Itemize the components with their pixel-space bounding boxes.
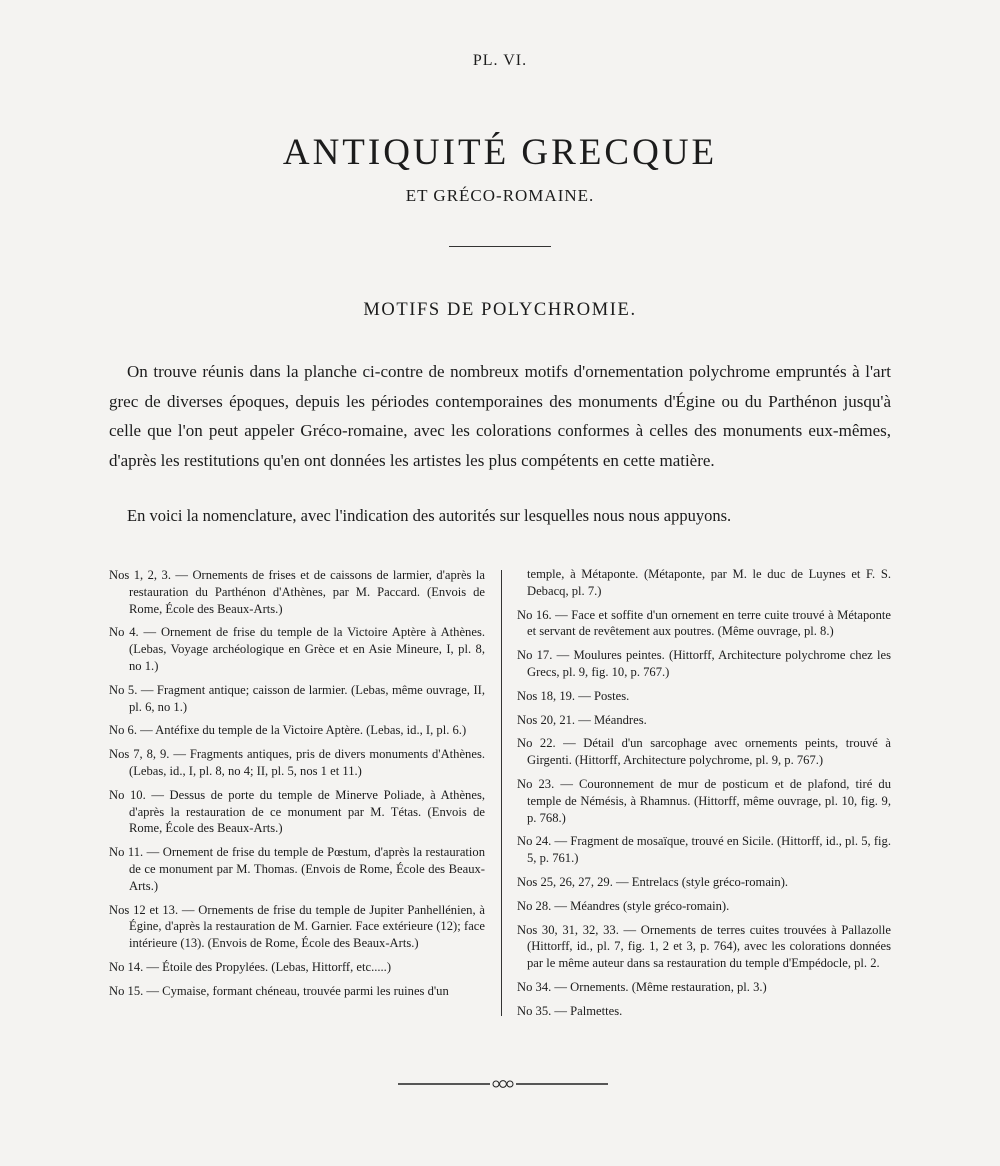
entry-1-3: Nos 1, 2, 3. — Ornements de frises et de caissons de larmier, d'après la restauration du Parthénon d'Athènes, par M. Paccard. (Envois de Rome, École des Beaux-Arts.) xyxy=(109,568,485,616)
column-divider xyxy=(501,570,502,1016)
entry-34: No 34. — Ornements. (Même restauration, pl. 3.) xyxy=(517,979,767,994)
right-column xyxy=(517,566,891,1027)
page-title: ANTIQUITÉ GRECQUE xyxy=(282,131,718,173)
entry-11: No 11. — Ornement de frise du temple de Pœstum, d'après la restauration de ce monument par M. Thomas. (Envois de Rome, École des Beaux-Arts.) xyxy=(109,845,485,893)
entry-24: No 24. — Fragment de mosaïque, trouvé en Sicile. (Hittorff, id., pl. 5, fig. 5, p. 761.) xyxy=(517,834,891,866)
entry-25-29: Nos 25, 26, 27, 29. — Entrelacs (style gréco-romain). xyxy=(517,874,789,889)
entry-18-19: Nos 18, 19. — Postes. xyxy=(517,688,630,703)
intro-paragraph: On trouve réunis dans la planche ci-contre de nombreux motifs d'ornementation polychrome empruntés à l'art grec de diverses époques, depuis les périodes contemporaines des monuments d'Égine ou du Parthénon jusqu'à celle que l'on peut appeler Gréco-romaine, avec les colorations conformes à celles des monuments eux-mêmes, d'après les restitutions qu'en ont données les artistes les plus compétents en cette matière. xyxy=(109,362,891,470)
plate-number: PL. VI. xyxy=(472,52,528,69)
entry-12-13: Nos 12 et 13. — Ornements de frise du temple de Jupiter Panhellénien, à Égine, d'après la restauration de M. Garnier. Face extérieure (12); face intérieure (13). (Envois de Rome, École des Beaux-Arts.) xyxy=(109,902,485,951)
entry-6: No 6. — Antéfixe du temple de la Victoire Aptère. (Lebas, id., I, pl. 6.) xyxy=(109,723,467,738)
entry-4: No 4. — Ornement de frise du temple de la Victoire Aptère à Athènes. (Lebas, Voyage archéologique en Grèce et en Asie Mineure, I, pl. 8, no 1.) xyxy=(109,625,485,673)
left-column xyxy=(109,567,485,1007)
entry-28: No 28. — Méandres (style gréco-romain). xyxy=(517,898,730,913)
fleuron-ornament xyxy=(398,1078,608,1090)
entry-15: No 15. — Cymaise, formant chéneau, trouvée parmi les ruines d'un xyxy=(109,983,449,998)
entry-15-continued: temple, à Métaponte. (Métaponte, par M. le duc de Luynes et F. S. Debacq, pl. 7.) xyxy=(527,567,891,598)
entry-23: No 23. — Couronnement de mur de posticum et de plafond, tiré du temple de Némésis, à Rhamnus. (Hittorff, même ouvrage, pl. 10, fig. 9, p. 768.) xyxy=(517,776,891,825)
entry-17: No 17. — Moulures peintes. (Hittorff, Architecture polychrome chez les Grecs, pl. 9, fig. 10, p. 767.) xyxy=(517,648,891,679)
page-subtitle: ET GRÉCO-ROMAINE. xyxy=(405,186,595,205)
nomenclature-intro: En voici la nomenclature, avec l'indication des autorités sur lesquelles nous nous appuyons. xyxy=(127,506,732,525)
entry-30-33: Nos 30, 31, 32, 33. — Ornements de terres cuites trouvées à Pallazolle (Hittorff, id., pl. 7, fig. 1, 2 et 3, p. 764), avec les colorations données par le même auteur dans sa restauration du temple d'Empédocle, pl. 2. xyxy=(517,922,891,971)
entry-22: No 22. — Détail d'un sarcophage avec ornements peints, trouvé à Girgenti. (Hittorff, Architecture polychrome, pl. 9, p. 767.) xyxy=(517,736,891,768)
entry-5: No 5. — Fragment antique; caisson de larmier. (Lebas, même ouvrage, II, pl. 6, no 1.) xyxy=(109,682,485,714)
entry-35: No 35. — Palmettes. xyxy=(517,1003,623,1018)
section-title: MOTIFS DE POLYCHROMIE. xyxy=(363,300,637,320)
entry-7-9: Nos 7, 8, 9. — Fragments antiques, pris de divers monuments d'Athènes. (Lebas, id., I, pl. 8, no 4; II, pl. 5, nos 1 et 11.) xyxy=(109,747,485,778)
entry-20-21: Nos 20, 21. — Méandres. xyxy=(517,712,647,727)
title-rule xyxy=(449,246,551,247)
entry-16: No 16. — Face et soffite d'un ornement en terre cuite trouvé à Métaponte et servant de revêtement aux poutres. (Même ouvrage, pl. 8.) xyxy=(517,607,891,639)
entry-10: No 10. — Dessus de porte du temple de Minerve Poliade, à Athènes, d'après la restauration de ce monument par M. Tétas. (Envois de Rome, École des Beaux-Arts.) xyxy=(109,787,485,836)
entry-14: No 14. — Étoile des Propylées. (Lebas, Hittorff, etc.....) xyxy=(109,959,392,974)
